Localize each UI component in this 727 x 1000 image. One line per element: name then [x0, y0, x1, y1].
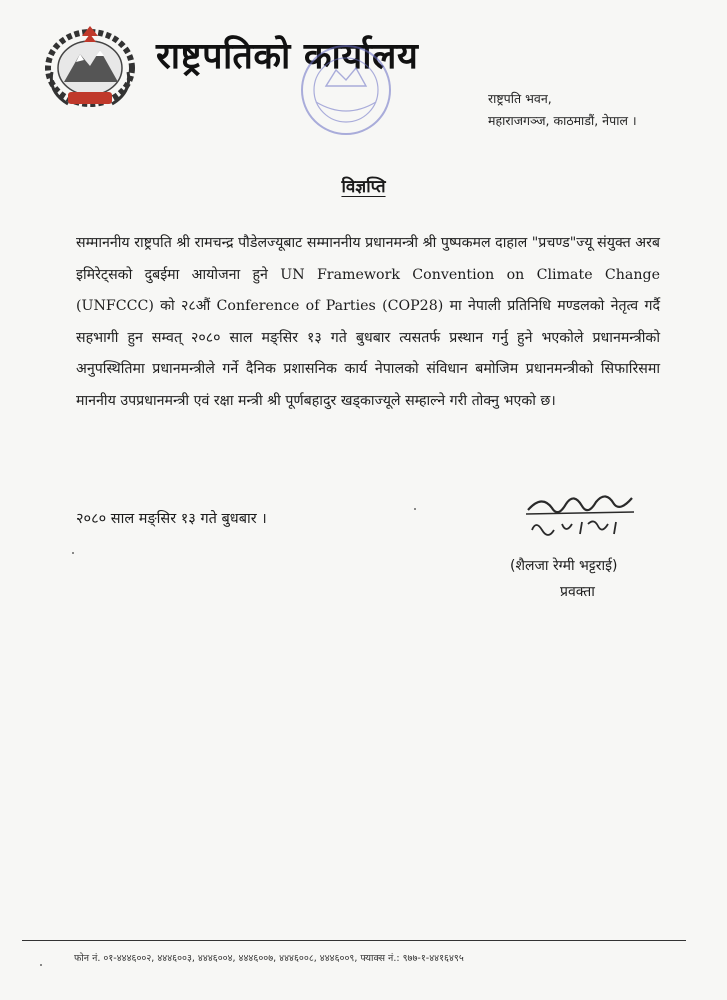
scan-speck — [40, 964, 42, 966]
notice-body: सम्माननीय राष्ट्रपति श्री रामचन्द्र पौडेलज्यूबाट सम्माननीय प्रधानमन्त्री श्री पुष्पकमल दाहाल "प्रचण्ड"ज्यू संयुक्त अरब इमिरेट्सको दुबईमा आयोजना हुने UN Framework Convention on Climate Change (UNFCCC) को २८औं Conference of Parties (COP28) मा नेपाली प्रतिनिधि मण्डलको नेतृत्व गर्दै सहभागी हुन सम्वत् २०८० साल मङ्सिर १३ गते बुधबार त्यसतर्फ प्रस्थान गर्नु हुने भएकोले प्रधानमन्त्रीको अनुपस्थितिमा प्रधानमन्त्रीले गर्ने दैनिक प्रशासनिक कार्य नेपालको संविधान बमोजिम प्रधानमन्त्रीको सिफारिसमा माननीय उपप्रधानमन्त्री एवं रक्षा मन्त्री श्री पूर्णबहादुर खड्काज्यूले सम्हाल्ने गरी तोक्नु भएको छ। — [76, 235, 660, 409]
notice-heading — [0, 174, 727, 197]
handwritten-signature — [522, 490, 640, 540]
address-line-1: राष्ट्रपति भवन, — [488, 91, 552, 106]
office-title: राष्ट्रपतिको कार्यालय — [156, 36, 419, 77]
footer-contact: फोन नं. ०१-४४४६००२, ४४४६००३, ४४४६००४, ४४४६००७, ४४४६००८, ४४४६००९, फ्याक्स नं.: ९७७-१-४४१६४९५ — [74, 953, 464, 964]
scan-speck — [72, 552, 74, 554]
notice-date: २०८० साल मङ्सिर १३ गते बुधबार । — [76, 511, 267, 527]
signatory-title: प्रवक्ता — [560, 584, 595, 600]
official-stamp — [296, 40, 396, 140]
footer-divider — [22, 940, 686, 941]
office-address — [488, 88, 637, 132]
signatory-name: (शैलजा रेग्मी भट्टराई) — [510, 558, 618, 574]
notice-heading-text: विज्ञप्ति — [341, 177, 386, 197]
national-emblem-icon — [38, 22, 142, 112]
address-line-2: महाराजगञ्ज, काठमाडौं, नेपाल । — [488, 113, 637, 128]
scan-speck — [414, 508, 416, 510]
